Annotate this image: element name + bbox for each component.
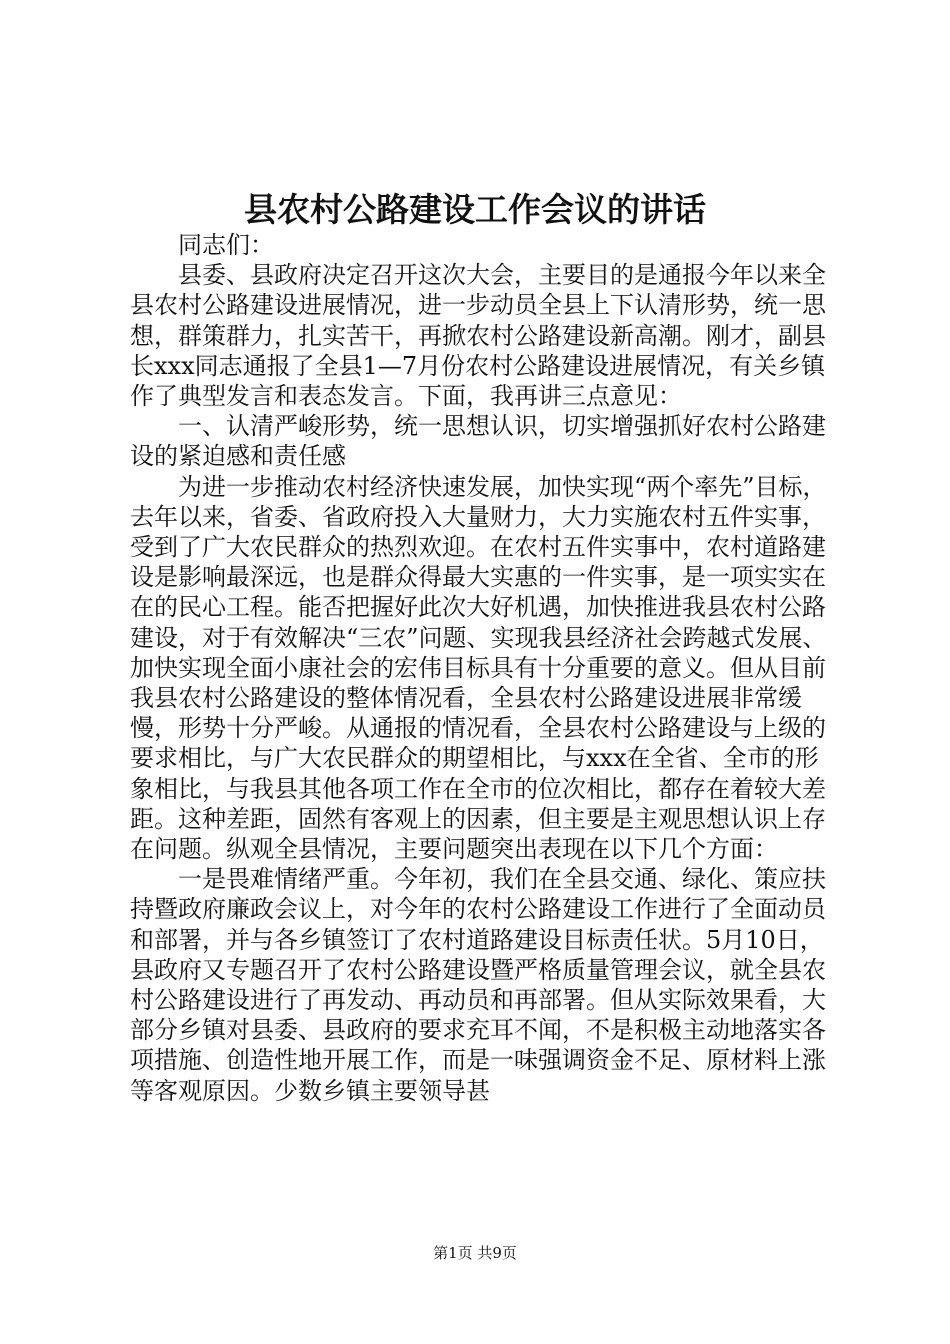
greeting: 同志们： — [178, 231, 274, 259]
document-body — [130, 230, 830, 1106]
document-title: 县农村公路建设工作会议的讲话 — [244, 190, 706, 229]
page-footer: 第1页 共9页 — [433, 1244, 517, 1262]
section-heading: 一、认清严峻形势，统一思想认识，切实增强抓好农村公路建设的紧迫感和责任感 — [130, 412, 826, 471]
paragraph: 县委、县政府决定召开这次大会，主要目的是通报今年以来全县农村公路建设进展情况，进一步动员全县上下认清形势，统一思想，群策群力，扎实苦干，再掀农村公路建设新高潮。刚才，副县长xxx同志通报了全县1—7月份农村公路建设进展情况，有关乡镇作了典型发言和表态发言。下面，我再讲三点意见： — [130, 261, 826, 411]
paragraph: 为进一步推动农村经济快速发展，加快实现“两个率先”目标，去年以来，省委、省政府投入大量财力，大力实施农村五件实事，受到了广大农民群众的热烈欢迎。在农村五件实事中，农村道路建设是影响最深远，也是群众得最大实惠的一件实事，是一项实实在在的民心工程。能否把握好此次大好机遇，加快推进我县农村公路建设，对于有效解决“三农”问题、实现我县经济社会跨越式发展、加快实现全面小康社会的宏伟目标具有十分重要的意义。但从目前我县农村公路建设的整体情况看，全县农村公路建设进展非常缓慢，形势十分严峻。从通报的情况看，全县农村公路建设与上级的要求相比，与广大农民群众的期望相比，与xxx在全省、全市的形象相比，与我县其他各项工作在全市的位次相比，都存在着较大差距。这种差距，固然有客观上的因素，但主要是主观思想认识上存在问题。纵观全县情况，主要问题突出表现在以下几个方面： — [130, 472, 827, 864]
paragraph: 一是畏难情绪严重。今年初，我们在全县交通、绿化、策应扶持暨政府廉政会议上，对今年的农村公路建设工作进行了全面动员和部署，并与各乡镇签订了农村道路建设目标责任状。5月10日，县政府又专题召开了农村公路建设暨严格质量管理会议，就全县农村公路建设进行了再发动、再动员和再部署。但从实际效果看，大部分乡镇对县委、县政府的要求充耳不闻，不是积极主动地落实各项措施、创造性地开展工作，而是一味强调资金不足、原材料上涨等客观原因。少数乡镇主要领导甚 — [130, 865, 826, 1105]
